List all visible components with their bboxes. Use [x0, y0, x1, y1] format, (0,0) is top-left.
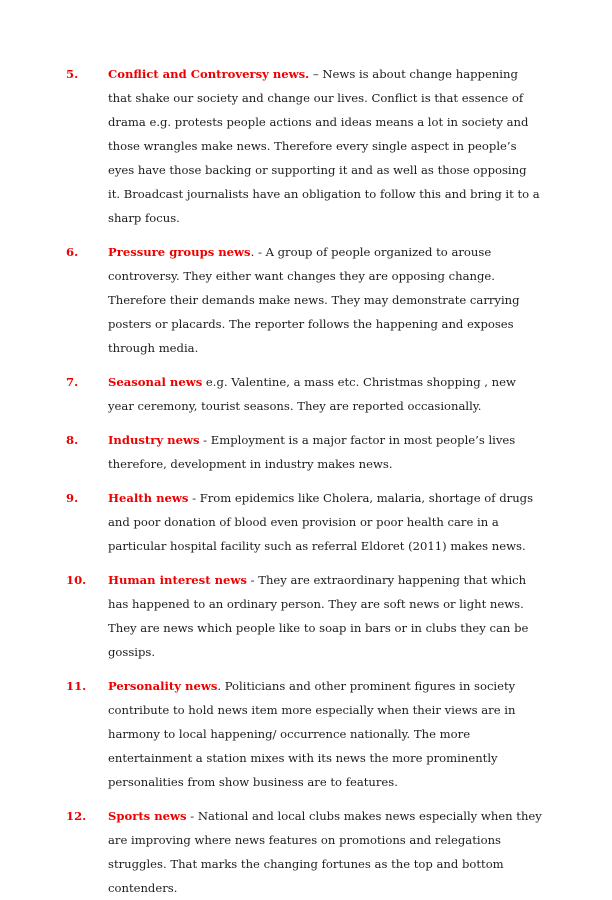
list-item-body	[108, 804, 542, 900]
list-item-body	[108, 240, 542, 360]
list-item-term: Human interest news	[108, 573, 247, 587]
list-item-body	[108, 370, 542, 418]
list-item-text: From epidemics like Cholera, malaria, shortage of drugs and poor donation of blood even provision or poor health care in a particular hospital facility such as referral Eldoret (2011) makes news.	[108, 491, 534, 553]
news-types-list	[66, 62, 542, 900]
list-item-term: Sports news	[108, 809, 187, 823]
list-item-text: National and local clubs makes news especially when they are improving where news features on promotions and relegations struggles. That marks the changing fortunes as the top and bottom contenders.	[108, 809, 542, 895]
list-item-number: 11.	[66, 679, 87, 693]
list-item-number: 6.	[66, 245, 79, 259]
list-item-separator: –	[309, 67, 323, 81]
list-item-number: 8.	[66, 433, 79, 447]
list-item	[66, 568, 542, 664]
list-item-body	[108, 428, 542, 476]
list-item	[66, 62, 542, 230]
list-item-term: Pressure groups news	[108, 245, 251, 259]
list-item-body	[108, 674, 542, 794]
list-item	[66, 428, 542, 476]
list-item-number: 7.	[66, 375, 79, 389]
list-item-term: Personality news	[108, 679, 218, 693]
list-item	[66, 804, 542, 900]
list-item	[66, 486, 542, 558]
list-item-body	[108, 486, 542, 558]
list-item-separator: . -	[250, 245, 266, 259]
list-item-separator: -	[246, 573, 259, 587]
list-item-body	[108, 62, 542, 230]
list-item-text: Employment is a major factor in most people’s lives therefore, development in industry makes news.	[108, 433, 516, 471]
list-item-separator: -	[186, 809, 198, 823]
list-item-number: 10.	[66, 573, 87, 587]
list-item	[66, 674, 542, 794]
list-item	[66, 370, 542, 418]
list-item-number: 9.	[66, 491, 79, 505]
list-item-text: News is about change happening that shake our society and change our lives. Conflict is that essence of drama e.g. protests people actions and ideas means a lot in society and those wrangles make news. Therefore every single aspect in people’s eyes have those backing or supporting it and as well as those opposing it. Broadcast journalists have an obligation to follow this and bring it to a sharp focus.	[108, 67, 540, 225]
list-item-separator: .	[217, 679, 225, 693]
list-item-text: e.g. Valentine, a mass etc. Christmas shopping , new year ceremony, tourist seasons. They are reported occasionally.	[108, 375, 516, 413]
list-item-text: A group of people organized to arouse controversy. They either want changes they are opposing change. Therefore their demands make news. They may demonstrate carrying posters or placards. The reporter follows the happening and exposes through media.	[108, 245, 520, 355]
list-item-body	[108, 568, 542, 664]
list-item-number: 5.	[66, 67, 79, 81]
list-item-term: Conflict and Controversy news.	[108, 67, 310, 81]
list-item	[66, 240, 542, 360]
list-item-text: They are extraordinary happening that which has happened to an ordinary person. They are soft news or light news. They are news which people like to soap in bars or in clubs they can be gossips.	[108, 573, 529, 659]
list-item-separator: -	[188, 491, 200, 505]
list-item-text: Politicians and other prominent figures in society contribute to hold news item more especially when their views are in harmony to local happening/ occurrence nationally. The more entertainment a station mixes with its news the more prominently personalities from show business are to features.	[108, 679, 516, 789]
list-item-separator: -	[199, 433, 211, 447]
list-item-term: Seasonal news	[108, 375, 203, 389]
list-item-term: Industry news	[108, 433, 200, 447]
list-item-term: Health news	[108, 491, 189, 505]
list-item-number: 12.	[66, 809, 87, 823]
